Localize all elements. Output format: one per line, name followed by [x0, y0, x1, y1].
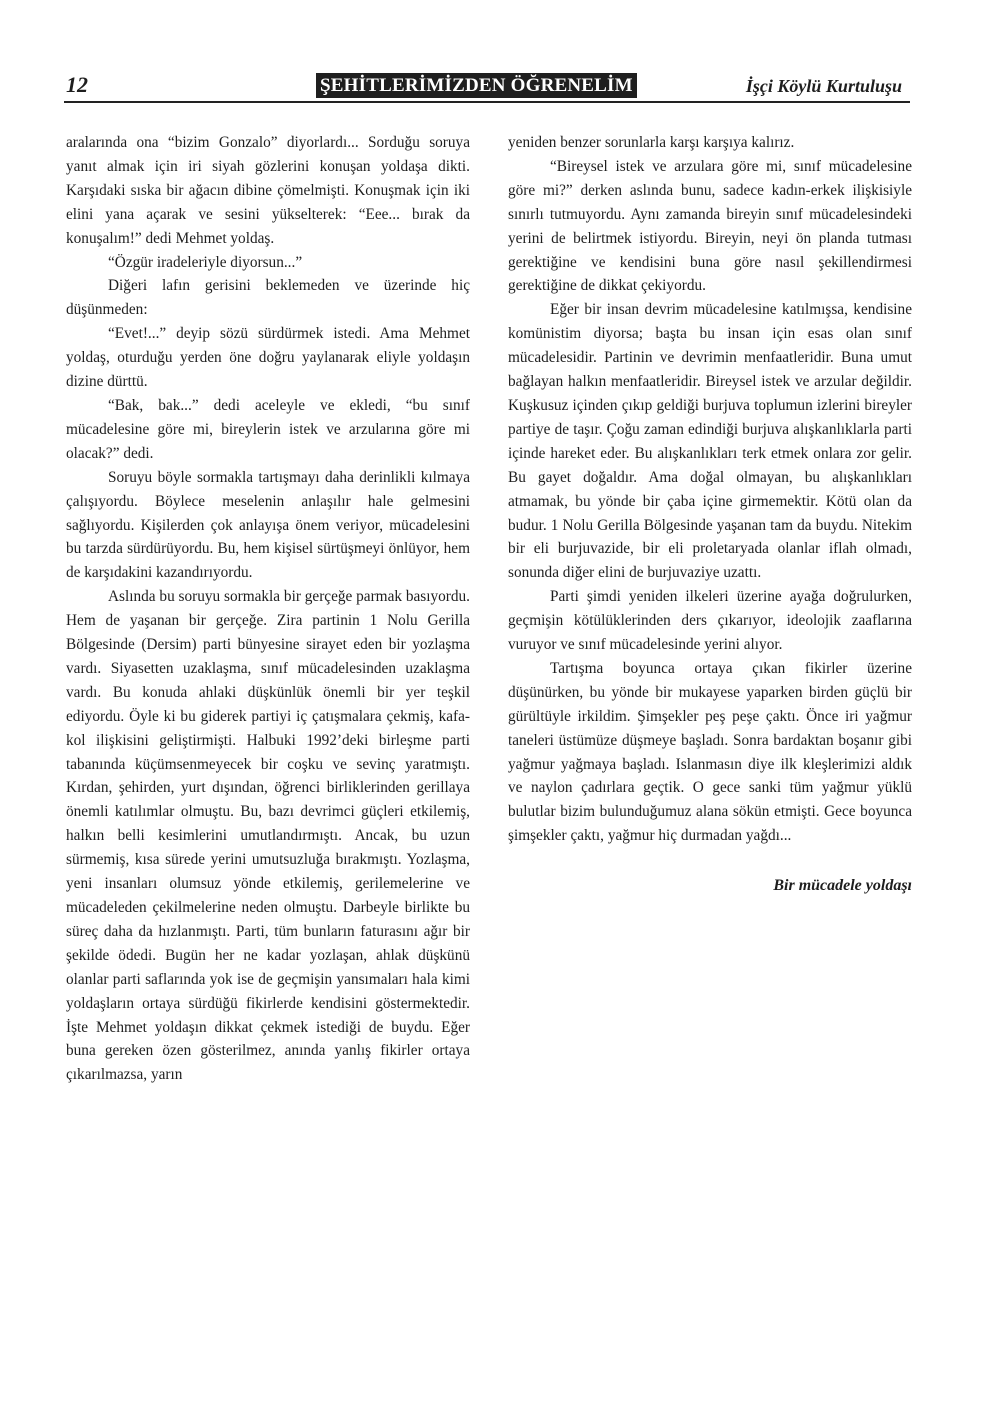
- paragraph: Tartışma boyunca ortaya çıkan fikirler üzerine düşünürken, bu yönde bir mukayese yaparken birden güçlü bir gürültüyle irkildim. Şimşekler peş peşe çaktı. Önce iri yağmur taneleri üstümüze düşmeye başladı. Sonra bardaktan boşanır gibi yağmur yağmaya başladı. Islanmasın diye ilk kleşlerimizi aldık ve naylon çadırlara geçtik. O gece sanki tüm yağmur yüklü bulutlar bizim bulunduğumuz alana sökün etmişti. Gece boyunca şimşekler çaktı, yağmur hiç durmadan yağdı...: [508, 659, 912, 845]
- publication-name: İşçi Köylü Kurtuluşu: [745, 76, 902, 96]
- paragraph: Soruyu böyle sormakla tartışmayı daha derinlikli kılmaya çalışıyordu. Böylece meselenin anlaşılır hale gelmesini sağlıyordu. Kişilerden çok anlayışa önem veriyor, mücadelesini bu tarzda sürdürüyordu. Bu, hem kişisel sürtüşmeyi önlüyor, hem de karşıdakini kazandırıyordu.: [66, 468, 470, 582]
- paragraph: “Özgür iradeleriyle diyorsun...”: [108, 253, 303, 271]
- header-rule: [64, 101, 910, 103]
- paragraph: aralarında ona “bizim Gonzalo” diyorlardı... Sorduğu soruya yanıt almak için iri siyah gözlerini konuşan yoldaşa dikti. Karşıdaki sıska bir ağacın dibine çömelmişti. Konuşmak için iki elini yana açarak ve sesini yükselterek: “Eee... bırak da konuşalım!” dedi Mehmet yoldaş.: [66, 134, 470, 247]
- paragraph: Aslında bu soruyu sormakla bir gerçeğe parmak basıyordu. Hem de yaşanan bir gerçeğe. Zira partinin 1 Nolu Gerilla Bölgesinde (Dersim) parti bünyesine sirayet eden bir yozlaşma vardı. Siyasetten uzaklaşma, sınıf mücadelesinden uzaklaşma vardı. Bu konuda ahlaki düşkünlük önemli bir yer teşkil ediyordu. Öyle ki bu giderek partiyi iç çatışmalara çekmiş, kafa-kol ilişkisini geliştirmişti. Halbuki 1992’deki birleşme parti tabanında küçümsenmeyecek bir coşku ve sevinç yaratmıştı. Kırdan, şehirden, yurt dışından, öğrenci birliklerinden gerillaya önemli katılımlar olmuştu. Bu, bazı devrimci güçleri etkilemiş, halkın belli kesimlerini umutlandırmıştı. Ancak, bu uzun sürmemiş, kısa sürede yerini umutsuzluğa bırakmıştı. Yozlaşma, yeni insanları olumsuz yönde etkilemiş, gerilemelerine ve mücadeleden çekilmelerine neden olmuştu. Darbeyle birlikte bu süreç daha da hızlanmıştı. Parti, tüm bunların faturasını ağır bir şekilde ödedi. Bugün her ne kadar yozlaşan, ahlak düşkünü olanlar parti saflarında yok ise de geçmişin yansımaları hala kimi yoldaşların ortaya sürdüğü fikirlerde kendisini göstermektedir. İşte Mehmet yoldaşın dikkat çekmek istediği de buydu. Eğer buna gereken özen gösterilmez, anında yanlış fikirler ortaya çıkarılmazsa, yarın: [66, 588, 470, 1084]
- paragraph: “Bak, bak...” dedi aceleyle ve ekledi, “bu sınıf mücadelesine göre mi, bireylerin istek ve arzularına göre mi olacak?” dedi.: [66, 396, 470, 462]
- left-column: [66, 131, 470, 1087]
- author-signature: Bir mücadele yoldaşı: [773, 877, 912, 895]
- paragraph: Parti şimdi yeniden ilkeleri üzerine ayağa doğrulurken, geçmişin kötülüklerinden ders çıkarıyor, ideolojik zaaflarına vuruyor ve sınıf mücadelesinde yerini alıyor.: [508, 588, 912, 654]
- paragraph: yeniden benzer sorunlarla karşı karşıya kalırız.: [508, 134, 795, 151]
- paragraph: “Bireysel istek ve arzulara göre mi, sınıf mücadelesine göre mi?” derken aslında bunu, sadece kadın-erkek ilişkisiyle sınırlı tutmuyordu. Aynı zamanda bireyin sınıf mücadelesindeki yerini de belirtmek istiyordu. Bireyin, neyi ön planda tutması gerektiğine ve kendisini buna göre nasıl şekillendirmesi gerektiğine de dikkat çekiyordu.: [508, 157, 912, 295]
- section-title: ŞEHİTLERİMİZDEN ÖĞRENELİM: [316, 73, 637, 98]
- paragraph: Eğer bir insan devrim mücadelesine katılmışsa, kendisine komünistim diyorsa; başta bu insan için esas olan sınıf mücadelesidir. Partinin ve devrimin menfaatleridir. Buna umut bağlayan halkın menfaatleridir. Bireysel istek ve arzular değildir. Kuşkusuz içinden çıkıp geldiği burjuva toplumun izlerini bireyler partiye de taşır. Çoğu zaman edindiği burjuva alışkanlıklarla parti içinde hareket eder. Bu alışkanlıkları terk etmek onlara zor gelir. Bu gayet doğaldır. Ama doğal olmayan, bu alışkanlıkları atmamak, bu yönde bir çaba içine girmemektir. Kötü olan da budur. 1 Nolu Gerilla Bölgesinde yaşanan tam da buydu. Nitekim bir eli burjuvazide, bir eli proletaryada olanlar iflah olmadı, sonunda diğer elini de burjuvaziye uzattı.: [508, 301, 912, 582]
- paragraph: Diğeri lafın gerisini beklemeden ve üzerinde hiç düşünmeden:: [66, 277, 470, 319]
- page-number: 12: [66, 72, 88, 97]
- paragraph: “Evet!...” deyip sözü sürdürmek istedi. Ama Mehmet yoldaş, oturduğu yerden öne doğru yaylanarak eliyle yoldaşın dizine dürttü.: [66, 325, 470, 391]
- page-header: [64, 70, 910, 104]
- right-column: [508, 131, 912, 898]
